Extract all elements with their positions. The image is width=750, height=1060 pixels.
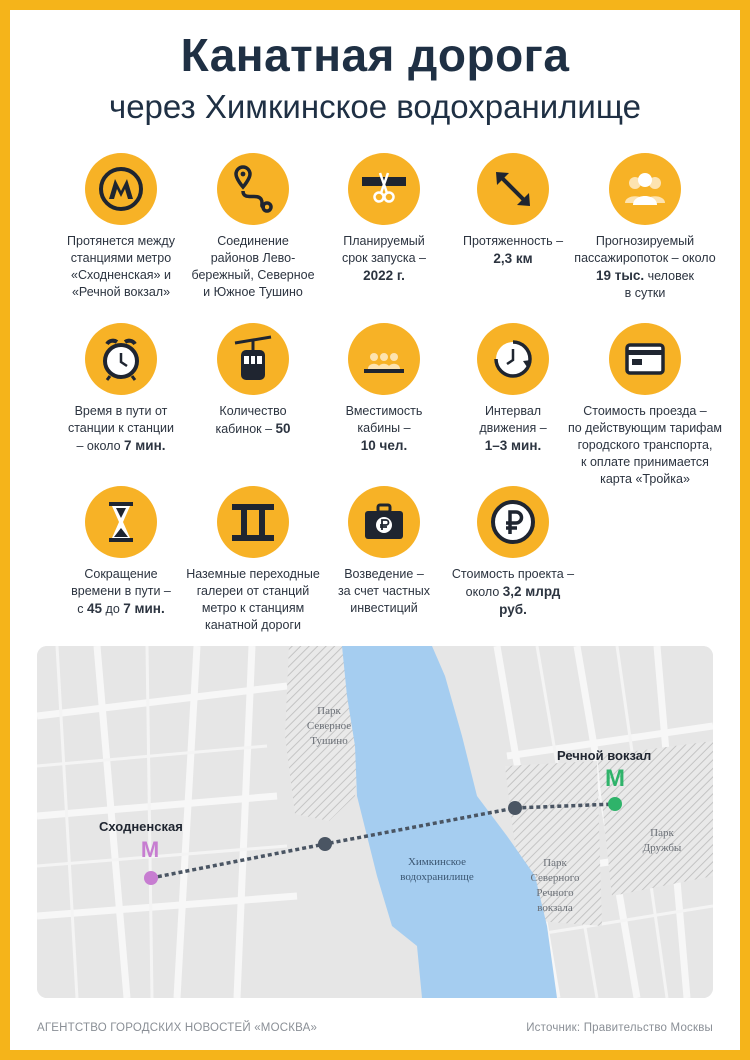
fact-route: Протянется между станциями метро «Сходненская» и «Речной вокзал»: [47, 153, 195, 301]
park-rechnoy-label: Парк Северного Речного вокзала: [530, 857, 580, 914]
station-east-dot: [608, 797, 622, 811]
metro-logo-icon: [85, 153, 157, 225]
gallery-icon: [217, 486, 289, 558]
station-east-label: Речной вокзал: [557, 748, 652, 763]
fact-investment: Возведение – за счет частных инвестиций: [310, 486, 458, 617]
seated-people-icon: [348, 323, 420, 395]
fact-galleries: Наземные переходные галереи от станций метро к станциям канатной дороги: [179, 486, 327, 634]
people-group-icon: [609, 153, 681, 225]
fact-time-saving: Сокращение времени в пути – с 45 до 7 мин.: [47, 486, 195, 618]
park-tushino-label: Парк Северное Тушино: [306, 705, 352, 747]
fact-fare: Стоимость проезда – по действующим тарифам городского транспорта, к оплате принимается карта «Тройка»: [565, 323, 725, 488]
tower-west: [318, 837, 332, 851]
agency-credit: АГЕНТСТВО ГОРОДСКИХ НОВОСТЕЙ «МОСКВА»: [37, 1022, 318, 1034]
tower-east: [508, 801, 522, 815]
page-title: Канатная дорога: [180, 29, 570, 81]
cable-car-icon: [217, 323, 289, 395]
infographic-sheet: [10, 10, 740, 1050]
fact-passengers: Прогнозируемый пассажиропоток – около 19 тыс. человек в сутки: [565, 153, 725, 302]
diagonal-arrow-icon: [477, 153, 549, 225]
fact-length: Протяженность – 2,3 км: [439, 153, 587, 268]
fact-capacity: Вместимость кабины – 10 чел.: [310, 323, 458, 455]
fact-districts: Соединение районов Лево- бережный, Северное и Южное Тушино: [179, 153, 327, 301]
fact-travel-time: Время в пути от станции к станции – около 7 мин.: [47, 323, 195, 455]
alarm-clock-icon: [85, 323, 157, 395]
transport-card-icon: [609, 323, 681, 395]
metro-east-icon: М: [605, 765, 625, 792]
money-case-icon: [348, 486, 420, 558]
metro-west-icon: М: [140, 837, 160, 862]
ribbon-scissors-icon: [348, 153, 420, 225]
fact-interval: Интервал движения – 1–3 мин.: [439, 323, 587, 455]
route-map: [37, 646, 713, 998]
source-credit: Источник: Правительство Москвы: [526, 1022, 713, 1034]
route-pin-icon: [217, 153, 289, 225]
hourglass-icon: [85, 486, 157, 558]
reservoir-label: Химкинское водохранилище: [400, 856, 474, 883]
fact-cost: Стоимость проекта – около 3,2 млрд руб.: [439, 486, 587, 619]
ruble-coin-icon: [477, 486, 549, 558]
fact-cabins: Количество кабинок – 50: [179, 323, 327, 438]
page-subtitle: через Химкинское водохранилище: [109, 88, 641, 125]
station-west-dot: [144, 871, 158, 885]
interval-clock-icon: [477, 323, 549, 395]
station-west-label: Сходненская: [99, 819, 183, 834]
park-druzhby-label: Парк Дружбы: [642, 827, 682, 854]
fact-launch: Планируемый срок запуска – 2022 г.: [310, 153, 458, 285]
